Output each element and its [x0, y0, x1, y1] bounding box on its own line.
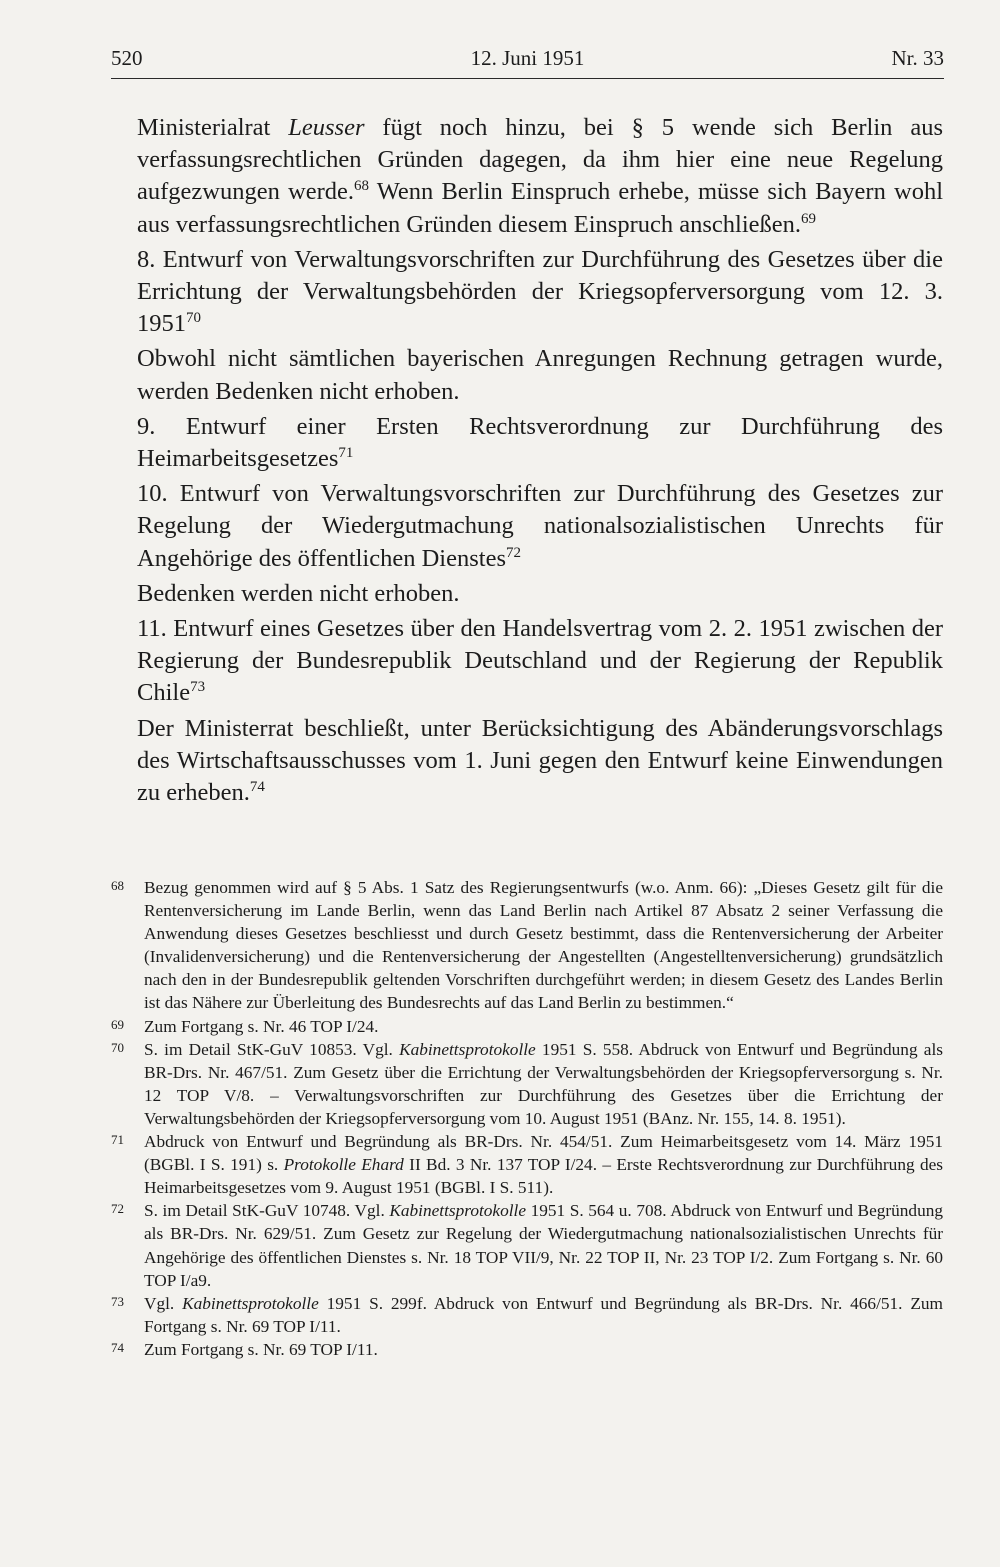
- footnote-71: [111, 1130, 943, 1199]
- footnote-reference: 72: [505, 544, 521, 561]
- footnote-number: 68: [111, 878, 124, 893]
- italic-text: Kabinettsprotokolle: [399, 1039, 536, 1059]
- footnote-reference: 74: [249, 778, 265, 795]
- footnote-number: 69: [111, 1016, 124, 1032]
- footnote-69: [111, 1015, 943, 1038]
- italic-text: Kabinettsprotokolle: [182, 1293, 319, 1313]
- text-run: Wenn Berlin Einspruch erhebe, müsse sich Bayern wohl aus verfassungsrechtlichen Gründen diesem Einspruch anschließen.: [137, 178, 944, 238]
- text-run: Bedenken werden nicht erhoben.: [137, 579, 460, 607]
- footnote-number: 74: [111, 1339, 124, 1355]
- paragraph-p1: [137, 112, 943, 241]
- footnote-number: 73: [111, 1293, 124, 1309]
- paragraph-p4: [137, 411, 943, 475]
- text-run: 1951 S. 564 u. 708. Abdruck von Entwurf und Begründung als BR-Drs. Nr. 629/51. Zum Gesetz zur Regelung der Wiedergutmachung nationalsozialistischen Unrechts für Angehörige des öffentlichen Dienstes s. Nr. 18 TOP VII/9, Nr. 22 TOP II, Nr. 23 TOP I/2. Zum Fortgang s. Nr. 60 TOP I/a9.: [144, 1201, 943, 1290]
- italic-text: Leusser: [288, 114, 365, 141]
- text-run: Bezug genommen wird auf § 5 Abs. 1 Satz des Regierungsentwurfs (w.o. Anm. 66): „Dieses Gesetz gilt für die Rentenversicherung im Lande Berlin, wenn das Land Berlin nach Artikel 87 Absatz 2 seiner Verfassung die Anwendung dieses Gesetzes beschliesst und durch Gesetz bestimmt, dass die Rentenversicherung der Arbeiter (Invalidenversicherung) und die Rentenversicherung der Angestellten (Angestelltenversicherung) grundsätzlich nach den in der Bundesrepublik geltenden Vorschriften durchgeführt werden; in diesem Gesetz des Landes Berlin ist das Nähere zur Überleitung des Bundesrechts auf das Land Berlin zu bestimmen.“: [144, 878, 943, 1013]
- text-run: Zum Fortgang s. Nr. 69 TOP I/11.: [144, 1339, 378, 1359]
- footnote-68: [111, 876, 943, 1015]
- text-run: Abdruck von Entwurf und Begründung als BR-Drs. Nr. 454/51. Zum Heimarbeitsgesetz vom 14. März 1951 (BGBl. I S. 191) s.: [144, 1132, 943, 1175]
- issue-number: Nr. 33: [891, 46, 944, 70]
- paragraph-p7: [137, 613, 943, 710]
- text-run: fügt noch hinzu, bei § 5 wende sich Berlin aus verfassungsrechtlichen Gründen dagegen, da ihm hier eine neue Regelung aufgezwungen werde.: [137, 114, 943, 206]
- text-run: II Bd. 3 Nr. 137 TOP I/24. – Erste Rechtsverordnung zur Durchführung des Heimarbeitsgesetzes vom 9. August 1951 (BGBl. I S. 511).: [144, 1155, 943, 1198]
- footnote-reference: 68: [354, 178, 370, 195]
- footnote-72: [111, 1199, 943, 1291]
- footnote-reference: 70: [186, 310, 201, 327]
- text-run: Ministerialrat: [137, 114, 289, 141]
- footnote-number: 70: [111, 1039, 124, 1055]
- footnote-number: 71: [111, 1132, 124, 1148]
- footnote-70: [111, 1038, 943, 1130]
- running-header: [111, 46, 944, 76]
- text-run: Der Ministerrat beschließt, unter Berücksichtigung des Abänderungsvorschlags des Wirtschaftsausschusses vom 1. Juni gegen den Entwurf keine Einwendungen zu erheben.: [137, 714, 943, 807]
- main-text: [137, 112, 943, 809]
- footnote-73: [111, 1292, 943, 1338]
- paragraph-p5: [137, 478, 943, 575]
- footnote-reference: 71: [338, 444, 354, 461]
- text-run: S. im Detail StK-GuV 10748. Vgl.: [144, 1201, 390, 1221]
- paragraph-p2: [137, 244, 943, 341]
- paragraph-p3: [137, 343, 943, 407]
- italic-text: Kabinettsprotokolle: [389, 1201, 526, 1221]
- text-run: 10. Entwurf von Verwaltungsvorschriften zur Durchführung des Gesetzes zur Regelung der Wiedergutmachung nationalsozialistischen Unrechts für Angehörige des öffentlichen Dienstes: [137, 480, 943, 572]
- text-run: 8. Entwurf von Verwaltungsvorschriften zur Durchführung des Gesetzes über die Errichtung der Verwaltungsbehörden der Kriegsopferversorgung vom 12. 3. 1951: [137, 245, 943, 338]
- header-date: 12. Juni 1951: [470, 46, 585, 70]
- footnote-74: [111, 1338, 943, 1361]
- italic-text: Protokolle Ehard: [283, 1155, 404, 1175]
- page-number: 520: [111, 46, 143, 70]
- text-run: Vgl.: [144, 1293, 183, 1313]
- text-run: 9. Entwurf einer Ersten Rechtsverordnung zur Durchführung des Heimarbeitsgesetzes: [137, 412, 943, 473]
- header-rule: [111, 78, 944, 79]
- footnote-reference: 69: [801, 210, 817, 227]
- paragraph-p8: [137, 713, 943, 810]
- footnote-number: 72: [111, 1201, 124, 1217]
- text-run: S. im Detail StK-GuV 10853. Vgl.: [144, 1039, 400, 1059]
- footnotes: [111, 876, 943, 1361]
- text-run: 1951 S. 558. Abdruck von Entwurf und Begründung als BR-Drs. Nr. 467/51. Zum Gesetz über die Errichtung der Verwaltungsbehörden der Kriegsopferversorgung s. Nr. 12 TOP V/8. – Verwaltungsvorschriften zur Durchführung des Gesetzes über die Errichtung der Verwaltungsbehörden der Kriegsopferversorgung vom 10. August 1951 (BAnz. Nr. 155, 14. 8. 1951).: [144, 1039, 943, 1128]
- text-run: 11. Entwurf eines Gesetzes über den Handelsvertrag vom 2. 2. 1951 zwischen der Regierung der Bundesrepublik Deutschland und der Regierung der Republik Chile: [137, 615, 943, 707]
- paragraph-p6: [137, 578, 943, 610]
- text-run: 1951 S. 299f. Abdruck von Entwurf und Begründung als BR-Drs. Nr. 466/51. Zum Fortgang s. Nr. 69 TOP I/11.: [144, 1293, 943, 1336]
- footnote-reference: 73: [190, 679, 206, 696]
- text-run: Zum Fortgang s. Nr. 46 TOP I/24.: [144, 1016, 379, 1036]
- text-run: Obwohl nicht sämtlichen bayerischen Anregungen Rechnung getragen wurde, werden Bedenken nicht erhoben.: [137, 345, 943, 405]
